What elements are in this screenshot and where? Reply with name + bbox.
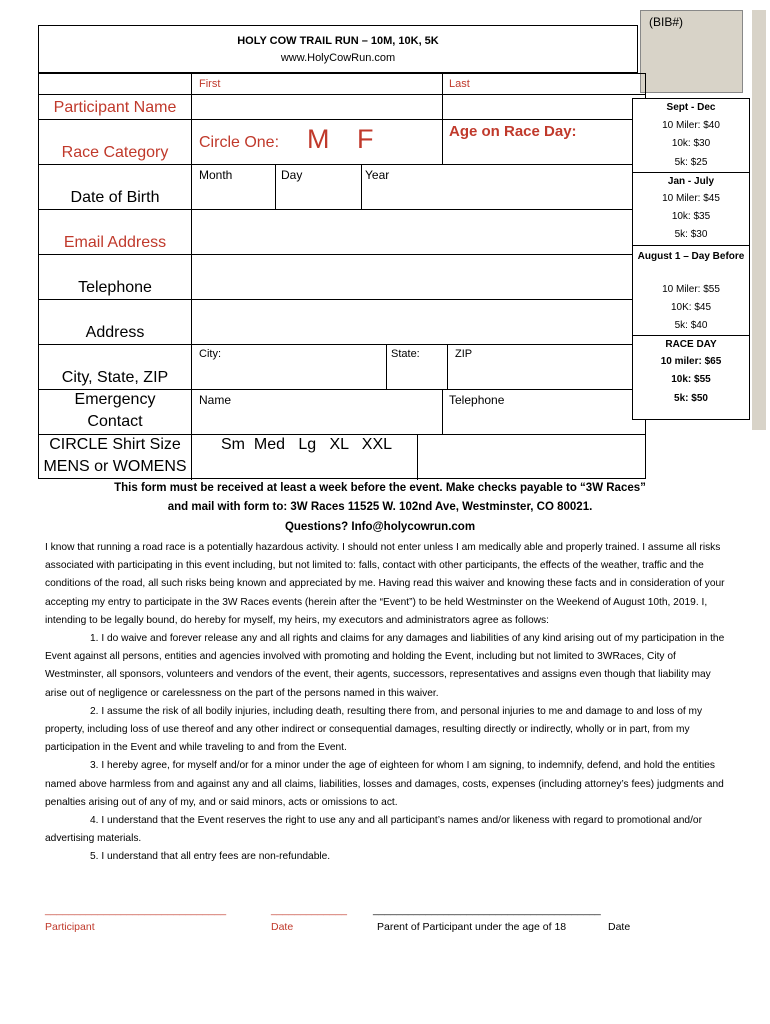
last-name-field[interactable] <box>449 78 470 90</box>
bib-label: (BIB#) <box>649 15 684 29</box>
form-title: HOLY COW TRAIL RUN – 10M, 10K, 5K <box>237 35 439 47</box>
grid-line <box>39 94 645 95</box>
participant-signature-label: Participant <box>45 921 95 933</box>
notice-line-1: This form must be received at least a week before the event. Make checks payable to “3W Races” <box>114 482 646 494</box>
parent-date-label: Date <box>608 921 631 933</box>
pricing-row: 5k: $25 <box>674 156 708 168</box>
waiver-intro: I know that running a road race is a potentially hazardous activity. I should not enter unless I am medically able and properly trained. I assume all risks associated with participating in this event including, but not limited to: falls, contact with other participants, the effects of the weather, traffic and the conditions of the road, all such risks being known and appreciated by me. Having read this waiver and knowing these facts and in consideration of your accepting my entry to participate in the 3W Races events (herein after the “Event”) to be held Westminster on the Weekend of August 10th, 2019. I, intending to be legally bound, do hereby for myself, my heirs, my executors and administrators agree as follows: <box>45 542 725 626</box>
pricing-row: 10k: $35 <box>671 211 711 223</box>
waiver-paragraph-1: 1. I do waive and forever release any and all rights and claims for any damages and liabilities of any kind arising out of my participation in the Event against all persons, entities and agencies involved with promoting and holding the Event, including but not limited to 3WRaces, City of Westminster, all sponsors, volunteers and vendors of the event, their agents, successors, representatives and assigns even though that liability may arise out of negligence or carelessness on the part of the persons named in this waiver. <box>45 633 725 699</box>
grid-line <box>386 344 387 389</box>
first-name-field[interactable] <box>199 78 220 90</box>
grid-line <box>39 344 645 345</box>
waiver-paragraph-3: 3. I hereby agree, for myself and/or for a minor under the age of eighteen for whom I am signing, to indemnify, defend, and hold the entities named above harmless from and against any and all claims, liabilities, losses and damages, costs, expenses (including attorney’s fees) judgments and penalties arising out of any of my, and or said minors, acts or omissions to act. <box>45 760 724 808</box>
grid-line <box>39 209 645 210</box>
bib-box[interactable] <box>640 10 743 93</box>
grid-line <box>361 164 362 209</box>
email-input[interactable] <box>193 211 643 253</box>
participant-signature-line[interactable]: _______________________________ <box>45 904 227 916</box>
emergency-name-field[interactable]: Name <box>199 393 232 407</box>
address-label: Address <box>85 324 145 341</box>
form-website: www.HolyCowRun.com <box>280 52 396 64</box>
first-label: First <box>199 78 221 90</box>
pricing-period: Sept - Dec <box>666 102 716 113</box>
grid-line <box>442 119 443 164</box>
race-category-label: Race Category <box>61 144 169 161</box>
grid-line <box>39 164 645 165</box>
date-signature-line[interactable]: _____________ <box>271 904 347 916</box>
grid-line <box>39 299 645 300</box>
city-state-zip-label: City, State, ZIP <box>61 369 169 386</box>
shirt-size-label-1: CIRCLE Shirt Size <box>49 436 181 453</box>
shirt-size-options[interactable]: Sm Med Lg XL XXL <box>221 436 393 453</box>
pricing-period: August 1 – Day Before <box>633 245 749 281</box>
telephone-input[interactable] <box>193 256 643 298</box>
grid-line <box>39 119 645 120</box>
email-label: Email Address <box>63 234 167 251</box>
shirt-size-label-2: MENS or WOMENS <box>43 458 187 475</box>
month-field[interactable]: Month <box>199 168 233 182</box>
last-label: Last <box>449 78 470 90</box>
date-of-birth-label: Date of Birth <box>70 189 160 206</box>
date-signature-label: Date <box>271 921 294 933</box>
pricing-row: 10 Miler: $55 <box>662 283 720 295</box>
year-field[interactable]: Year <box>365 168 390 182</box>
pricing-row: 10 Miler: $40 <box>662 120 720 132</box>
pricing-row: 5k: $40 <box>674 319 708 331</box>
city-field[interactable]: City: <box>199 348 221 360</box>
grid-line <box>442 389 443 434</box>
male-option[interactable]: M <box>307 124 330 154</box>
pricing-row: 10K: $45 <box>670 301 712 313</box>
pricing-box <box>632 98 750 420</box>
pricing-period: Jan - July <box>633 172 749 190</box>
female-option[interactable]: F <box>357 124 374 154</box>
address-input[interactable] <box>193 301 643 343</box>
grid-line <box>39 254 645 255</box>
grid-line <box>39 434 645 435</box>
age-on-race-day-label[interactable]: Age on Race Day: <box>449 123 577 140</box>
registration-grid <box>38 73 646 479</box>
state-field[interactable]: State: <box>391 348 420 360</box>
zip-field[interactable]: ZIP <box>455 348 473 360</box>
form-header <box>38 25 638 73</box>
pricing-period: RACE DAY <box>633 335 749 353</box>
parent-signature-line[interactable]: _______________________________________ <box>373 904 601 916</box>
pricing-row: 5k: $50 <box>674 392 708 404</box>
grid-line <box>191 74 192 480</box>
telephone-label: Telephone <box>78 279 152 296</box>
parent-signature-label: Parent of Participant under the age of 18 <box>377 921 567 933</box>
participant-name-label: Participant Name <box>53 99 177 116</box>
pricing-row: 5k: $30 <box>674 229 708 241</box>
waiver-paragraph-5: 5. I understand that all entry fees are non-refundable. <box>90 851 331 863</box>
notice-line-2: and mail with form to: 3W Races 11525 W. 102nd Ave, Westminster, CO 80021. <box>167 501 593 513</box>
pricing-row: 10 Miler: $45 <box>662 192 720 204</box>
notice-line-3: Questions? Info@holycowrun.com <box>284 521 476 533</box>
grid-line <box>39 389 645 390</box>
waiver-paragraph-2: 2. I assume the risk of all bodily injuries, including death, resulting there from, and personal injuries to me and damage to and loss of my property, including loss of use thereof and any other indirect or consequential damages, resulting directly or indirectly, wholly or in part, from my participation in the Event and while traveling to and from the Event. <box>45 705 703 754</box>
circle-one-label: Circle One: <box>199 134 280 151</box>
grid-line <box>442 74 443 119</box>
pricing-row: 10k: $30 <box>671 138 711 150</box>
grid-line <box>447 344 448 389</box>
grid-line <box>417 434 418 480</box>
emergency-contact-label-1: Emergency <box>74 391 156 408</box>
emergency-telephone-field[interactable]: Telephone <box>449 393 505 407</box>
pricing-row: 10k: $55 <box>671 374 711 386</box>
waiver-paragraph-4: 4. I understand that the Event reserves the right to use any and all participant’s names and/or likeness with regard to promotional and/or advertising materials. <box>45 815 702 845</box>
grid-line <box>275 164 276 209</box>
day-field[interactable]: Day <box>281 168 303 182</box>
emergency-contact-label-2: Contact <box>87 413 143 430</box>
waiver-text <box>45 539 735 867</box>
bib-strip <box>752 10 766 430</box>
pricing-row: 10 miler: $65 <box>660 356 722 368</box>
